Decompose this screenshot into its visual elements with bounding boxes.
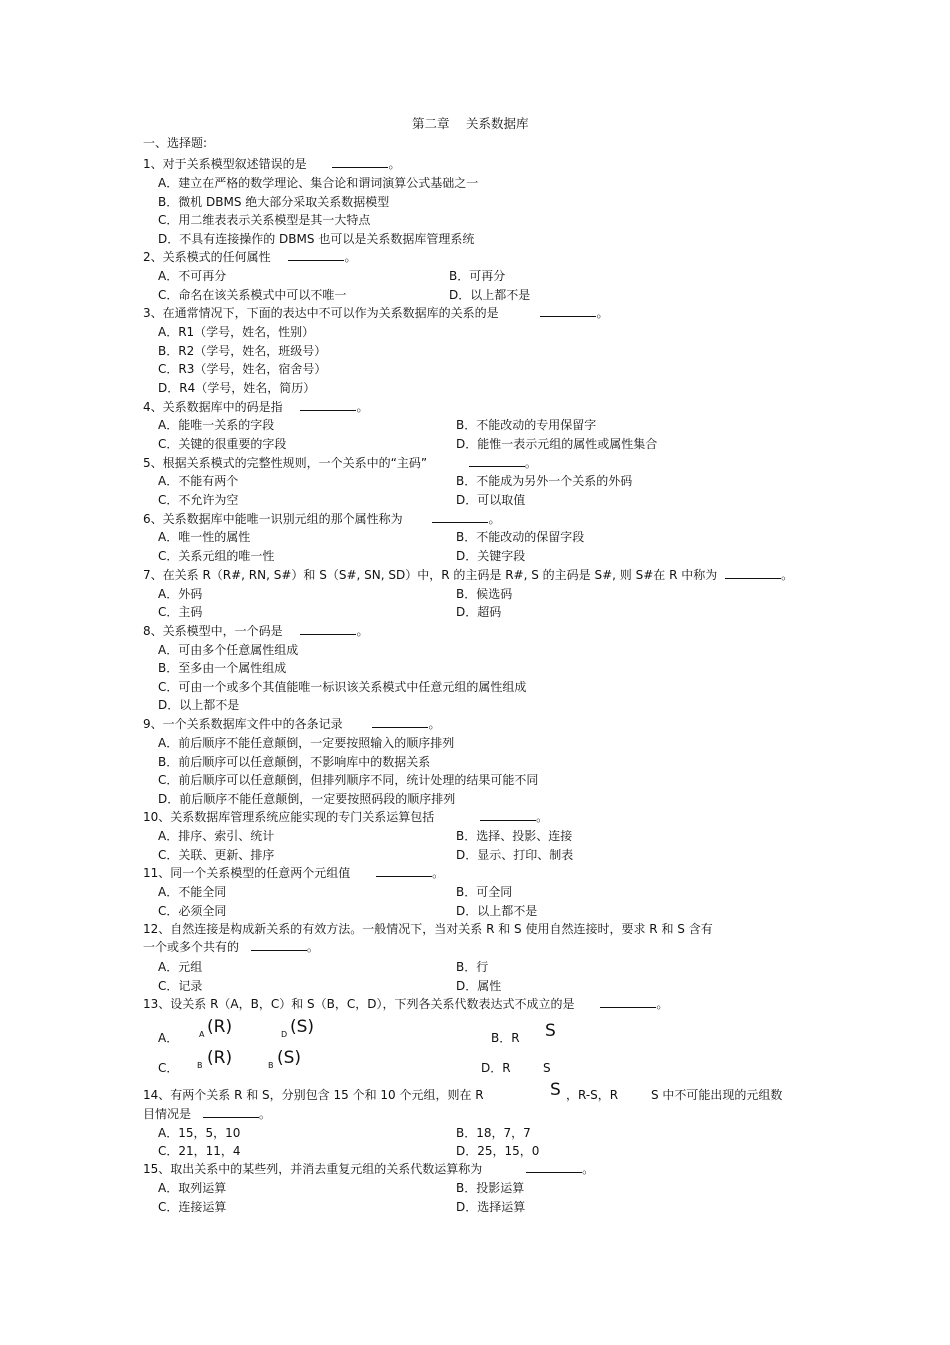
question-end: 。 <box>781 568 794 582</box>
question-12-line-1: 12、自然连接是构成新关系的有效方法。一般情况下，当对关系 R 和 S 使用自然连接时，要求 R 和 S 含有 <box>143 922 713 936</box>
option-c: C．连接运算 <box>158 1200 227 1214</box>
answer-blank <box>288 250 344 261</box>
option-a: A．唯一性的属性 <box>158 530 251 544</box>
option-a: A．元组 <box>158 960 203 974</box>
option-c: C．关联、更新、排序 <box>158 848 275 862</box>
option-b: B．18，7，7 <box>456 1126 531 1140</box>
question-end: 。 <box>596 306 609 320</box>
option-b: B．至多由一个属性组成 <box>158 661 287 675</box>
option-a: A．不可再分 <box>158 269 227 283</box>
option-a-subscript-2: D <box>281 1030 288 1039</box>
option-d: D．25，15，0 <box>456 1144 540 1158</box>
option-d: D．以上都不是 <box>449 288 531 302</box>
question-end: 。 <box>432 866 445 880</box>
option-a: A．排序、索引、统计 <box>158 829 275 843</box>
question-stem: 7、在关系 R（R#, RN, S#）和 S（S#, SN, SD）中，R 的主码是 R#, S 的主码是 S#, 则 S#在 R 中称为 <box>143 568 718 582</box>
question-stem: 1、对于关系模型叙述错误的是 <box>143 157 307 171</box>
question-14-line-1b: ，R-S，R <box>566 1088 619 1102</box>
question-5 <box>143 456 537 470</box>
answer-blank <box>600 997 656 1008</box>
question-end: 。 <box>656 997 669 1011</box>
question-7 <box>143 568 793 582</box>
question-stem: 4、关系数据库中的码是指 <box>143 400 283 414</box>
question-end: 。 <box>582 1162 595 1176</box>
question-3 <box>143 306 608 320</box>
question-8 <box>143 624 368 638</box>
question-end: 。 <box>388 157 401 171</box>
answer-blank <box>469 456 525 467</box>
option-b: B．R2（学号，姓名，班级号） <box>158 344 327 358</box>
question-end: 。 <box>536 810 549 824</box>
question-11 <box>143 866 444 880</box>
option-a: A．前后顺序不能任意颠倒，一定要按照输入的顺序排列 <box>158 736 455 750</box>
answer-blank <box>203 1107 259 1118</box>
option-a-label: A． <box>158 1031 179 1045</box>
answer-blank <box>372 717 428 728</box>
option-d: D．属性 <box>456 979 502 993</box>
option-a: A．外码 <box>158 587 203 601</box>
question-stem: 10、关系数据库管理系统应能实现的专门关系运算包括 <box>143 810 435 824</box>
question-14-line-2 <box>143 1107 271 1121</box>
question-end: 。 <box>428 717 441 731</box>
option-d: D．显示、打印、制表 <box>456 848 574 862</box>
question-9 <box>143 717 440 731</box>
option-d: D．前后顺序不能任意颠倒，一定要按照码段的顺序排列 <box>158 792 456 806</box>
question-end: 。 <box>258 1107 271 1121</box>
question-2 <box>143 250 356 264</box>
answer-blank <box>432 512 488 523</box>
option-b: B．微机 DBMS 绝大部分采取关系数据模型 <box>158 195 390 209</box>
option-b: B．投影运算 <box>456 1181 525 1195</box>
question-end: 。 <box>356 400 369 414</box>
answer-blank <box>300 624 356 635</box>
option-c: C．关系元组的唯一性 <box>158 549 275 563</box>
option-a: A．15，5，10 <box>158 1126 241 1140</box>
section-heading: 一、选择题: <box>143 136 208 150</box>
option-a: A．R1（学号，姓名，性别） <box>158 325 315 339</box>
question-end: 。 <box>344 250 357 264</box>
option-a: A．建立在严格的数学理论、集合论和谓词演算公式基础之一 <box>158 176 479 190</box>
question-15 <box>143 1162 594 1176</box>
option-c: C．R3（学号，姓名，宿舍号） <box>158 362 327 376</box>
answer-blank <box>526 1162 582 1173</box>
option-a: A．不能有两个 <box>158 474 239 488</box>
option-d: D．以上都不是 <box>158 698 240 712</box>
question-1 <box>143 157 400 171</box>
option-d: D．能惟一表示元组的属性或属性集合 <box>456 437 658 451</box>
option-d: D．选择运算 <box>456 1200 526 1214</box>
question-stem: 11、同一个关系模型的任意两个元组值 <box>143 866 351 880</box>
option-d: D．R4（学号，姓名，简历） <box>158 381 316 395</box>
option-c: C．命名在该关系模式中可以不唯一 <box>158 288 347 302</box>
option-d: D．超码 <box>456 605 502 619</box>
question-stem: 2、关系模式的任何属性 <box>143 250 271 264</box>
question-stem: 一个或多个共有的 <box>143 940 240 954</box>
option-b: B．不能改动的专用保留字 <box>456 418 597 432</box>
option-c-subscript-1: B <box>197 1061 203 1070</box>
option-a: A．取列运算 <box>158 1181 227 1195</box>
option-a-expr-1: (R) <box>207 1017 233 1037</box>
page-title: 第二章 关系数据库 <box>412 116 529 131</box>
option-c: C．不允许为空 <box>158 493 239 507</box>
question-6 <box>143 512 500 526</box>
option-d: D．关键字段 <box>456 549 526 563</box>
option-c-subscript-2: B <box>268 1061 274 1070</box>
option-a: A．可由多个任意属性组成 <box>158 643 299 657</box>
option-c-expr-1: (R) <box>207 1048 233 1068</box>
option-b: B．前后顺序可以任意颠倒，不影响库中的数据关系 <box>158 755 431 769</box>
answer-blank <box>725 568 781 579</box>
option-d-expr: S <box>543 1061 551 1075</box>
question-stem: 5、根据关系模式的完整性规则，一个关系中的“主码” <box>143 456 428 470</box>
answer-blank <box>480 810 536 821</box>
option-c: C．21，11，4 <box>158 1144 241 1158</box>
option-d: D．不具有连接操作的 DBMS 也可以是关系数据库管理系统 <box>158 232 475 246</box>
question-stem: 15、取出关系中的某些列，并消去重复元组的关系代数运算称为 <box>143 1162 483 1176</box>
question-end: 。 <box>524 456 537 470</box>
answer-blank <box>300 400 356 411</box>
question-12-line-2 <box>143 940 319 954</box>
option-a: A．不能全同 <box>158 885 227 899</box>
option-d-label: D．R <box>481 1061 511 1075</box>
question-end: 。 <box>306 940 319 954</box>
option-c: C．必须全同 <box>158 904 227 918</box>
question-13 <box>143 997 668 1011</box>
question-14-expr: S <box>550 1080 561 1100</box>
question-stem: 6、关系数据库中能唯一识别元组的那个属性称为 <box>143 512 403 526</box>
option-a: A．能唯一关系的字段 <box>158 418 275 432</box>
option-a-expr-2: (S) <box>290 1017 315 1037</box>
option-b-label: B．R <box>491 1031 520 1045</box>
question-stem: 3、在通常情况下，下面的表达中不可以作为关系数据库的关系的是 <box>143 306 499 320</box>
question-end: 。 <box>488 512 501 526</box>
question-10 <box>143 810 548 824</box>
option-c: C．关键的很重要的字段 <box>158 437 287 451</box>
question-14-line-1a: 14、有两个关系 R 和 S，分别包含 15 个和 10 个元组，则在 R <box>143 1088 484 1102</box>
answer-blank <box>251 940 307 951</box>
option-b: B．行 <box>456 960 489 974</box>
option-b: B．可再分 <box>449 269 506 283</box>
question-4 <box>143 400 368 414</box>
option-b: B．不能成为另外一个关系的外码 <box>456 474 633 488</box>
option-c-expr-2: (S) <box>277 1048 302 1068</box>
question-14-line-1c: S 中不可能出现的元组数 <box>651 1088 783 1102</box>
question-end: 。 <box>356 624 369 638</box>
option-d: D．可以取值 <box>456 493 526 507</box>
option-a-subscript-1: A <box>199 1030 205 1039</box>
option-d: D．以上都不是 <box>456 904 538 918</box>
question-stem: 8、关系模型中，一个码是 <box>143 624 283 638</box>
answer-blank <box>332 157 388 168</box>
option-c: C．可由一个或多个其值能唯一标识该关系模式中任意元组的属性组成 <box>158 680 527 694</box>
question-stem: 目情况是 <box>143 1107 192 1121</box>
option-c: C．记录 <box>158 979 203 993</box>
option-b-expr: S <box>545 1021 556 1041</box>
option-b: B．候选码 <box>456 587 513 601</box>
option-c-label: C． <box>158 1061 179 1075</box>
option-b: B．不能改动的保留字段 <box>456 530 585 544</box>
option-b: B．可全同 <box>456 885 513 899</box>
question-stem: 9、一个关系数据库文件中的各条记录 <box>143 717 343 731</box>
answer-blank <box>540 306 596 317</box>
option-c: C．主码 <box>158 605 203 619</box>
answer-blank <box>376 866 432 877</box>
option-b: B．选择、投影、连接 <box>456 829 573 843</box>
option-c: C．前后顺序可以任意颠倒，但排列顺序不同，统计处理的结果可能不同 <box>158 773 539 787</box>
option-c: C．用二维表表示关系模型是其一大特点 <box>158 213 371 227</box>
question-stem: 13、设关系 R（A，B，C）和 S（B，C，D），下列各关系代数表达式不成立的是 <box>143 997 575 1011</box>
